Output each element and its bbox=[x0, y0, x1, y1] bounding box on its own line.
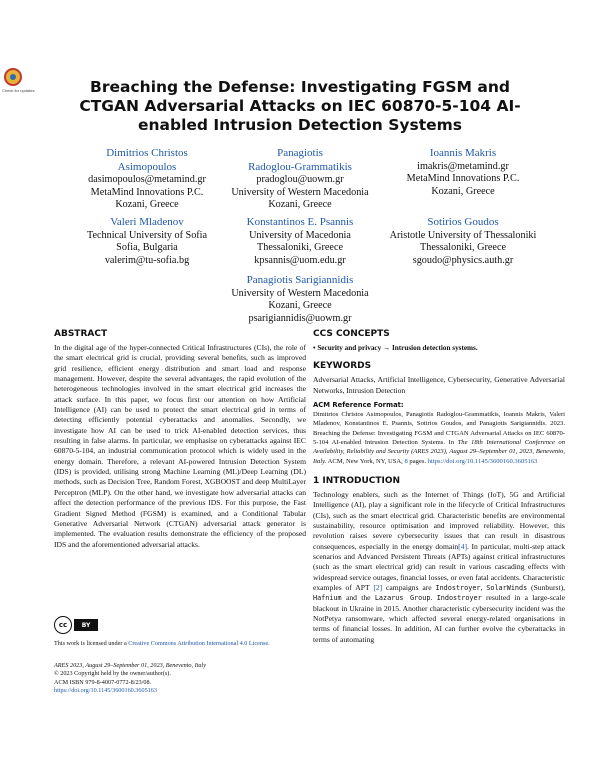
author-block bbox=[368, 216, 558, 267]
copyright-line: © 2023 Copyright held by the owner/author(s). bbox=[54, 670, 171, 678]
author-block bbox=[215, 147, 385, 212]
doi-link[interactable]: https://doi.org/10.1145/3600160.3605163 bbox=[54, 687, 157, 695]
author-affiliation: MetaMind Innovations P.C. bbox=[406, 173, 520, 185]
intro-part: and the bbox=[341, 593, 375, 603]
author-location: Kozani, Greece bbox=[431, 185, 495, 197]
publication-info bbox=[54, 662, 294, 696]
ccs-heading: CCS CONCEPTS bbox=[313, 329, 390, 339]
apt-name: Indostroyer bbox=[436, 594, 482, 603]
apt-name: SolarWinds bbox=[486, 583, 528, 592]
author-block bbox=[215, 216, 385, 267]
ccs-text: • Security and privacy → Intrusion detection systems. bbox=[313, 344, 478, 352]
intro-text bbox=[313, 490, 565, 645]
author-name: Konstantinos E. Psannis bbox=[246, 216, 354, 228]
author-email: valerim@tu-sofia.bg bbox=[104, 254, 190, 266]
badge-label: Check for updates bbox=[2, 88, 35, 93]
author-email: sgoudo@physics.auth.gr bbox=[412, 254, 514, 266]
author-name: Radoglou-Grammatikis bbox=[248, 160, 352, 173]
reference-doi-link[interactable]: https://doi.org/10.1145/3600160.3605163 bbox=[427, 457, 538, 465]
author-name: Panagiotis bbox=[277, 147, 323, 159]
author-email: kpsannis@uom.edu.gr bbox=[254, 254, 346, 266]
author-location: Thessaloniki, Greece bbox=[420, 242, 506, 254]
keywords-text: Adversarial Attacks, Artificial Intelligence, Cybersecurity, Generative Adversarial Networks, Intrusion Detection bbox=[313, 375, 565, 395]
cc-license-badge[interactable] bbox=[54, 616, 98, 634]
keywords-heading: KEYWORDS bbox=[313, 361, 372, 372]
author-location: Kozani, Greece bbox=[268, 199, 332, 211]
isbn-line: ACM ISBN 979-8-4007-0772-8/23/08. bbox=[54, 678, 152, 686]
author-affiliation: University of Western Macedonia bbox=[231, 287, 369, 299]
author-affiliation: University of Western Macedonia bbox=[231, 186, 369, 198]
left-column bbox=[54, 329, 306, 550]
citation-link[interactable]: [2] bbox=[373, 582, 383, 592]
intro-part: . In particular, multi-step attack scenarios and Advanced Persistent Threats (APTs) against critical infrastructures (such as the smart electrical grid) can result in various cascading effects with widespread service outages, financial losses, or even fatal accidents. Characteristic examples of APT bbox=[313, 541, 565, 592]
author-name: Ioannis Makris bbox=[429, 147, 497, 159]
author-affiliation: MetaMind Innovations P.C. bbox=[90, 186, 204, 198]
intro-part: campaigns are bbox=[382, 582, 436, 592]
reference-venue: The 18th International Conference on Availability, Reliability and Security (ARES 2023), August 29–September 01, 2023, Benevento, Italy. bbox=[313, 438, 565, 465]
citation-link[interactable]: [4] bbox=[458, 541, 468, 551]
update-icon bbox=[4, 68, 22, 86]
author-affiliation: Technical University of Sofia bbox=[86, 229, 208, 241]
author-location: Thessaloniki, Greece bbox=[257, 242, 343, 254]
intro-heading: 1 INTRODUCTION bbox=[313, 475, 401, 486]
apt-name: Lazarus Group bbox=[374, 594, 431, 603]
author-block bbox=[215, 274, 385, 325]
conference-line: ARES 2023, August 29–September 01, 2023, Benevento, Italy bbox=[54, 662, 206, 669]
right-column bbox=[313, 329, 565, 645]
reference-tail: ACM, New York, NY, USA, bbox=[326, 457, 405, 465]
apt-name: Hafnium bbox=[313, 594, 342, 603]
intro-part: , bbox=[480, 582, 487, 592]
author-block bbox=[378, 147, 548, 198]
license-prefix: This work is licensed under a bbox=[54, 640, 129, 647]
author-block bbox=[62, 216, 232, 267]
author-email: dasimopoulos@metamind.gr bbox=[88, 174, 206, 185]
author-name: Panagiotis Sarigiannidis bbox=[246, 274, 354, 286]
intro-part: . bbox=[430, 593, 437, 603]
apt-name: Indostroyer bbox=[435, 583, 481, 592]
check-for-updates-badge[interactable] bbox=[0, 64, 35, 98]
creative-commons-icon: cc bbox=[54, 616, 72, 634]
author-name: Asimopoulos bbox=[117, 160, 177, 173]
cc-by-icon: BY bbox=[74, 619, 98, 631]
reference-pages-suffix: pages. bbox=[407, 457, 428, 465]
author-name: Dimitrios Christos bbox=[106, 147, 188, 159]
author-name: Sotirios Goudos bbox=[427, 216, 499, 228]
paper-title: Breaching the Defense: Investigating FGSM and CTGAN Adversarial Attacks on IEC 60870-5-104 AI-enabled Intrusion Detection Systems bbox=[79, 78, 521, 134]
author-email: pradoglou@uowm.gr bbox=[256, 174, 344, 185]
author-email: psarigiannidis@uowm.gr bbox=[248, 312, 352, 324]
author-email: imakris@metamind.gr bbox=[417, 160, 509, 172]
reference-authors: Dimitrios Christos Asimopoulos, Panagiotis Radoglou-Grammatikis, Ioannis Makris, Valeri Mladenov, Konstantinos E. Psannis, Sotirios Goudos, and Panagiotis Sarigiannidis. 2023. Breaching the Defense: Investigating FGSM and CTGAN Adversarial Attacks on IEC 60870-5-104 AI-enabled Intrusion Detection Systems. In bbox=[313, 411, 565, 446]
intro-part: resulted in a large-scale blackout in Ukraine in 2015. Another characteristic cybersecurity incident was the NotPetya ransomware, which affected several energy-related organisations in terms of financial losses. In addition, AI can further evolve the cyberattacks in terms of automating bbox=[313, 593, 566, 644]
author-location: Sofia, Bulgaria bbox=[116, 242, 178, 254]
author-affiliation: Aristotle University of Thessaloniki bbox=[389, 229, 537, 241]
abstract-heading: ABSTRACT bbox=[54, 329, 108, 339]
author-affiliation: University of Macedonia bbox=[249, 229, 351, 241]
intro-part: (Sunburst), bbox=[527, 582, 565, 592]
license-link[interactable]: Creative Commons Attribution International 4.0 License. bbox=[128, 640, 270, 647]
author-block bbox=[62, 147, 232, 212]
author-name: Valeri Mladenov bbox=[110, 216, 184, 228]
reference-text bbox=[313, 410, 565, 466]
author-location: Kozani, Greece bbox=[115, 199, 179, 211]
abstract-text: In the digital age of the hyper-connected Critical Infrastructures (CIs), the role of the smart electrical grid is crucial, providing several benefits, such as improved grid resilience, efficient energy distribution and smart load and response management. However, despite the several advantages, the rapid evolution of the heterogeneous technologies involved in the smart electrical grid increases the attack surface. In this paper, we focus first our attention on how Artificial Intelligence (AI) can be used to protect the smart electrical grid in terms of detecting efficiently potential cyberattacks and anomalies. Secondly, we investigate how AI can be used to trick AI-enabled detection services, thus resulting in false alarms. In particular, we emphasise on cyberattacks against IEC 60870-5-104, an industrial communication protocol which is widely used in the energy domain. Therefore, a relevant AI-powered Intrusion Detection System (IDS) is provided, utilising strong Machine Learning (ML)/Deep Learning (DL) methods, such as Decision Tree, Random Forest, XGBOOST and deep MultiLayer Perceptron (MLP). On the other hand, we investigate how adversarial attacks can affect the detection performance of the previous IDS. For this purpose, the Fast Gradient Signed Method (FGSM) is examined, and a Conditional Tabular Generative Adversarial Network (CTGAN) adversarial attack generator is implemented. The evaluation results demonstrate the efficiency of the proposed IDS and the aforementioned adversarial attacks. bbox=[54, 343, 306, 549]
reference-pages[interactable]: 8 bbox=[404, 457, 408, 465]
reference-heading: ACM Reference Format: bbox=[313, 401, 404, 410]
author-location: Kozani, Greece bbox=[268, 300, 332, 312]
intro-part: Technology enablers, such as the Internet of Things (IoT), 5G and Artificial Intelligence (AI), play a significant role in the lifecycle of Critical Infrastructures (CIs), such as the smart electrical grid. Characteristic benefits are environmental sustainability, resource optimisation and improved reliability. However, this revolution raises severe cybersecurity issues that can result in disastrous consequences, especially in the energy domain bbox=[313, 489, 565, 551]
license-note bbox=[54, 640, 294, 648]
